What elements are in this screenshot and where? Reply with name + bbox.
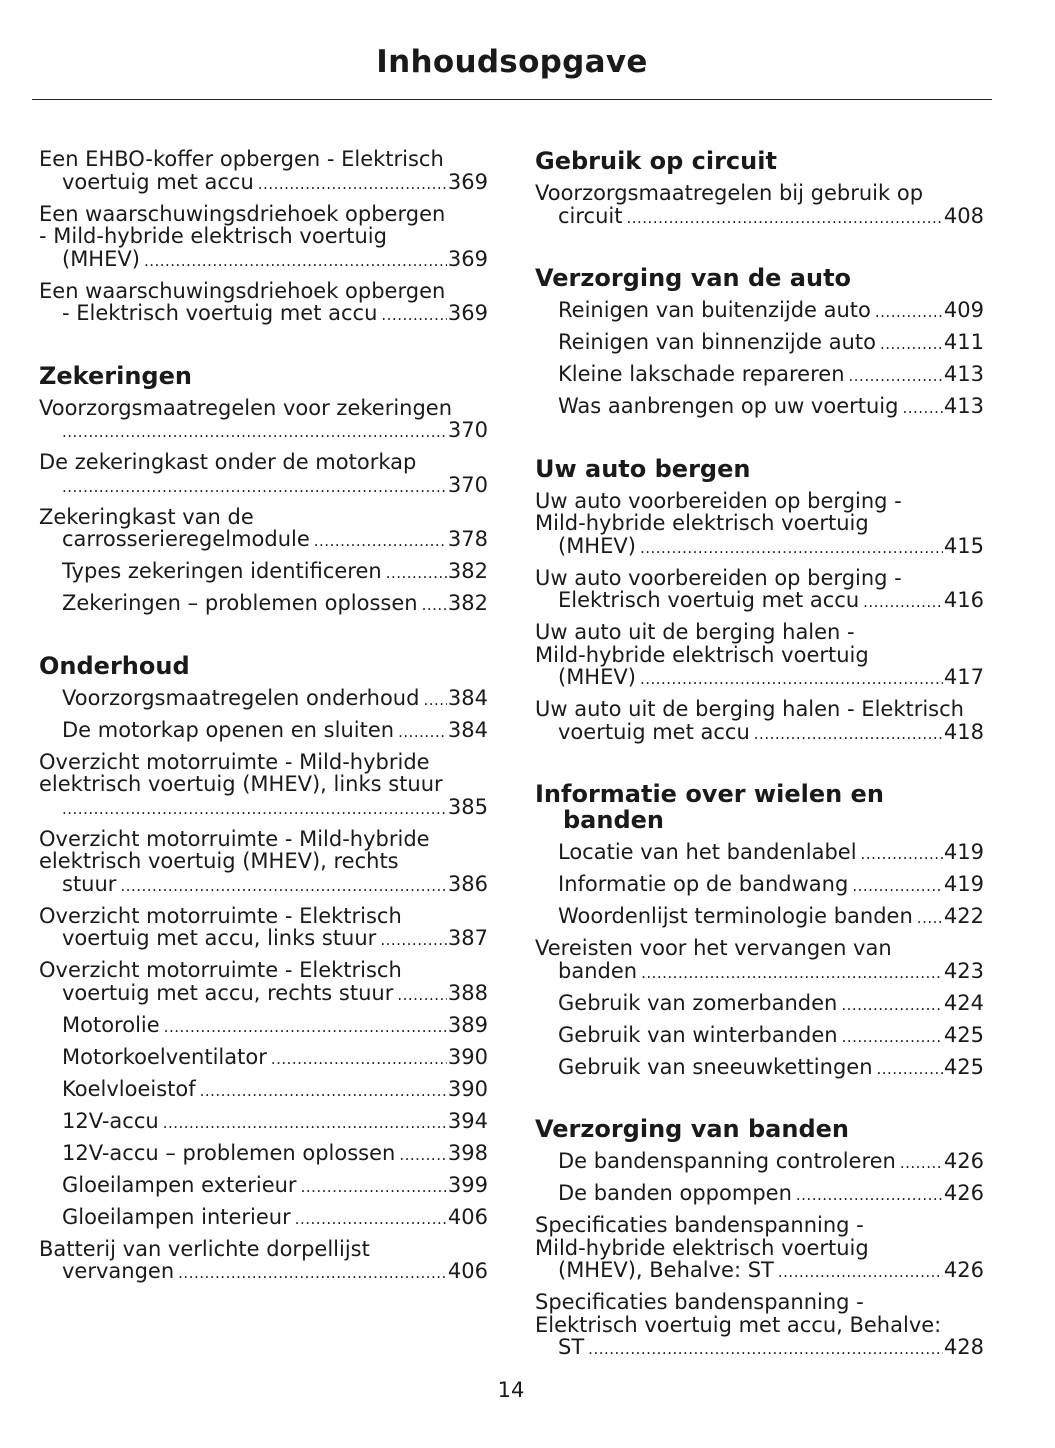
toc-entry[interactable] bbox=[39, 451, 488, 498]
toc-entry-text: Uw auto uit de berging halen - Elektrisch bbox=[535, 697, 964, 721]
dot-leader bbox=[386, 562, 447, 585]
toc-entry-page: 394 bbox=[447, 1108, 488, 1133]
toc-entry-text: De zekeringkast onder de motorkap bbox=[39, 450, 417, 474]
dot-leader bbox=[640, 668, 943, 691]
toc-entry-leader-line bbox=[558, 205, 984, 230]
dot-leader bbox=[381, 304, 447, 327]
toc-entry[interactable] bbox=[39, 1206, 488, 1231]
toc-entry[interactable] bbox=[535, 567, 984, 614]
toc-entry-text: Uw auto voorbereiden op berging - bbox=[535, 488, 902, 513]
toc-entry-text: (MHEV) bbox=[558, 665, 636, 689]
dot-leader bbox=[423, 689, 446, 712]
toc-entry-page: 384 bbox=[447, 685, 488, 710]
toc-entry-leader-line bbox=[62, 592, 488, 617]
toc-entry-page: 428 bbox=[943, 1335, 984, 1359]
page-title: Inhoudsopgave bbox=[376, 44, 648, 80]
toc-entry-leader-line bbox=[62, 560, 488, 585]
toc-entry[interactable] bbox=[535, 490, 984, 560]
toc-entry-text: Voorzorgsmaatregelen voor zekeringen bbox=[39, 395, 453, 420]
toc-entry-text: Locatie van het bandenlabel bbox=[558, 840, 857, 864]
toc-entry-page: 369 bbox=[447, 246, 488, 271]
toc-entry-text: Reinigen van buitenzijde auto bbox=[558, 298, 871, 322]
toc-entry[interactable] bbox=[39, 1174, 488, 1199]
toc-entry-page: 406 bbox=[447, 1204, 488, 1229]
toc-entry-page: 415 bbox=[943, 533, 984, 558]
toc-entry-text: Kleine lakschade repareren bbox=[558, 362, 845, 386]
toc-entry-leader-line bbox=[558, 395, 984, 420]
toc-entry-text: Gloeilampen interieur bbox=[62, 1204, 291, 1229]
dot-leader bbox=[380, 929, 447, 952]
toc-entry-page: 409 bbox=[943, 298, 984, 322]
toc-entry-leader-line bbox=[62, 1078, 488, 1103]
toc-entry-leader-line bbox=[62, 1110, 488, 1135]
toc-entry-text: ST bbox=[558, 1335, 585, 1359]
toc-entry-text: Zekeringen – problemen oplossen bbox=[62, 591, 418, 615]
toc-entry-page: 425 bbox=[943, 1054, 984, 1079]
toc-entry-leader-line bbox=[558, 1336, 984, 1361]
toc-right-column bbox=[535, 148, 984, 1368]
dot-leader bbox=[163, 1112, 447, 1135]
toc-entry[interactable] bbox=[535, 1150, 984, 1175]
toc-entry-text: Gloeilampen exterieur bbox=[62, 1172, 297, 1197]
toc-entry[interactable] bbox=[535, 1214, 984, 1284]
toc-entry-page: 422 bbox=[943, 904, 984, 928]
toc-entry-page: 399 bbox=[447, 1172, 488, 1197]
toc-entry-leader-line bbox=[558, 873, 984, 898]
dot-leader bbox=[397, 984, 447, 1007]
toc-entry-page: 419 bbox=[943, 840, 984, 864]
dot-leader bbox=[120, 875, 446, 898]
toc-entry-text: Uw auto voorbereiden op berging - bbox=[535, 565, 902, 590]
toc-entry[interactable] bbox=[535, 299, 984, 324]
toc-entry[interactable] bbox=[39, 203, 488, 273]
toc-entry[interactable] bbox=[535, 992, 984, 1017]
toc-entry-page: 423 bbox=[943, 958, 984, 983]
toc-list bbox=[535, 299, 984, 420]
toc-entry-text: voertuig met accu bbox=[62, 169, 254, 194]
toc-entry-page: 384 bbox=[447, 717, 488, 742]
toc-entry-text: elektrisch voertuig (MHEV), links stuur bbox=[39, 772, 443, 796]
toc-entry-text: Gebruik van sneeuwkettingen bbox=[558, 1054, 873, 1079]
toc-entry-text: - Mild-hybride elektrisch voertuig bbox=[39, 224, 387, 248]
toc-entry-page: 382 bbox=[447, 559, 488, 583]
toc-entry[interactable] bbox=[39, 1014, 488, 1039]
section-heading-verzorging-banden: Verzorging van banden bbox=[535, 1115, 849, 1143]
toc-entry[interactable] bbox=[39, 1110, 488, 1135]
toc-entry-leader-line bbox=[558, 299, 984, 324]
toc-entry-text: Elektrisch voertuig met accu bbox=[558, 588, 860, 612]
toc-entry[interactable] bbox=[535, 698, 984, 745]
dot-leader bbox=[863, 591, 943, 614]
toc-entry-text: Reinigen van binnenzijde auto bbox=[558, 330, 876, 354]
toc-entry[interactable] bbox=[535, 363, 984, 388]
section-heading-onderhoud: Onderhoud bbox=[39, 651, 190, 680]
dot-leader bbox=[877, 1058, 943, 1081]
toc-entry-text: Woordenlijst terminologie banden bbox=[558, 904, 913, 928]
toc-entry-text: Motorolie bbox=[62, 1012, 160, 1037]
toc-entry[interactable] bbox=[535, 1291, 984, 1361]
section-heading-auto-bergen: Uw auto bergen bbox=[535, 454, 751, 483]
toc-entry-text: Voorzorgsmaatregelen onderhoud bbox=[62, 685, 420, 710]
toc-entry-text: Een waarschuwingsdriehoek opbergen bbox=[39, 278, 446, 303]
toc-entry-page: 426 bbox=[943, 1181, 984, 1205]
dot-leader bbox=[314, 530, 447, 553]
toc-entry-page: 406 bbox=[447, 1259, 488, 1283]
toc-entry-text: voertuig met accu, rechts stuur bbox=[62, 980, 394, 1005]
toc-entry-leader-line bbox=[62, 687, 488, 712]
dot-leader bbox=[852, 875, 943, 898]
toc-entry-leader-line bbox=[558, 363, 984, 388]
dot-leader bbox=[295, 1208, 447, 1231]
toc-entry-leader-line bbox=[62, 419, 488, 444]
toc-entry-text: Overzicht motorruimte - Mild-hybride bbox=[39, 826, 430, 851]
dot-leader bbox=[880, 333, 943, 356]
toc-entry-leader-line bbox=[62, 302, 488, 327]
toc-entry-leader-line bbox=[558, 905, 984, 930]
toc-entry[interactable] bbox=[39, 560, 488, 585]
toc-entry-page: 387 bbox=[447, 926, 488, 950]
toc-entry-text: circuit bbox=[558, 203, 623, 228]
dot-leader bbox=[849, 365, 943, 388]
toc-entry-text: De motorkap openen en sluiten bbox=[62, 717, 395, 742]
toc-entry-page: 411 bbox=[943, 330, 984, 354]
toc-entry-page: 413 bbox=[943, 362, 984, 386]
toc-entry-text: (MHEV), Behalve: ST bbox=[558, 1258, 774, 1282]
dot-leader bbox=[144, 250, 447, 273]
toc-entry-text: Informatie op de bandwang bbox=[558, 872, 849, 896]
toc-entry-text: vervangen bbox=[62, 1259, 175, 1283]
toc-entry-leader-line bbox=[558, 589, 984, 614]
dot-leader bbox=[754, 723, 943, 746]
toc-list bbox=[39, 397, 488, 617]
toc-entry-text: (MHEV) bbox=[62, 246, 140, 271]
toc-entry-page: 413 bbox=[943, 394, 984, 418]
dot-leader bbox=[641, 962, 943, 985]
toc-entry-page: 418 bbox=[943, 719, 984, 744]
toc-left-column bbox=[39, 148, 488, 1292]
toc-entry[interactable] bbox=[39, 1046, 488, 1071]
toc-entry-page: 426 bbox=[943, 1149, 984, 1173]
toc-entry-page: 390 bbox=[447, 1044, 488, 1069]
toc-entry[interactable] bbox=[535, 873, 984, 898]
toc-entry[interactable] bbox=[39, 828, 488, 898]
dot-leader bbox=[200, 1080, 447, 1103]
toc-entry-text: voertuig met accu bbox=[558, 719, 750, 744]
toc-entry[interactable] bbox=[39, 280, 488, 327]
toc-entry[interactable] bbox=[39, 148, 488, 195]
toc-entry-leader-line bbox=[558, 1182, 984, 1207]
toc-entry-page: 382 bbox=[447, 591, 488, 615]
toc-entry-page: 389 bbox=[447, 1012, 488, 1037]
toc-entry-page: 419 bbox=[943, 872, 984, 896]
toc-entry-text: Types zekeringen identificeren bbox=[62, 559, 382, 583]
dot-leader bbox=[900, 1152, 943, 1175]
toc-entry-leader-line bbox=[558, 992, 984, 1017]
toc-entry-text: elektrisch voertuig (MHEV), rechts bbox=[39, 849, 399, 873]
toc-entry[interactable] bbox=[39, 397, 488, 444]
section-heading-verzorging-auto: Verzorging van de auto bbox=[535, 264, 852, 292]
toc-entry-leader-line bbox=[62, 1014, 488, 1039]
toc-entry-page: 370 bbox=[447, 418, 488, 442]
page-number: 14 bbox=[497, 1378, 525, 1402]
dot-leader bbox=[62, 421, 447, 444]
toc-entry-text: Een waarschuwingsdriehoek opbergen bbox=[39, 201, 446, 226]
toc-entry-page: 369 bbox=[447, 169, 488, 194]
toc-list bbox=[535, 841, 984, 1080]
toc-entry-text: Mild-hybride elektrisch voertuig bbox=[535, 642, 869, 667]
toc-entry-leader-line bbox=[62, 1142, 488, 1167]
section-heading-zekeringen: Zekeringen bbox=[39, 361, 192, 390]
dot-leader bbox=[164, 1016, 447, 1039]
toc-entry-text: - Elektrisch voertuig met accu bbox=[62, 301, 378, 325]
toc-entry-text: Gebruik van winterbanden bbox=[558, 1022, 838, 1047]
toc-entry-text: Voorzorgsmaatregelen bij gebruik op bbox=[535, 181, 924, 205]
toc-entry-text: (MHEV) bbox=[558, 533, 636, 558]
toc-entry-leader-line bbox=[62, 1046, 488, 1071]
title-divider bbox=[32, 99, 992, 100]
dot-leader bbox=[301, 1176, 447, 1199]
toc-entry[interactable] bbox=[39, 592, 488, 617]
toc-entry-page: 369 bbox=[447, 301, 488, 325]
dot-leader bbox=[398, 721, 447, 744]
toc-entry-page: 378 bbox=[447, 527, 488, 551]
dot-leader bbox=[588, 1338, 943, 1361]
toc-entry[interactable] bbox=[535, 395, 984, 420]
dot-leader bbox=[861, 843, 943, 866]
dot-leader bbox=[778, 1261, 943, 1284]
toc-entry-leader-line bbox=[62, 1174, 488, 1199]
toc-entry-page: 385 bbox=[447, 794, 488, 819]
toc-entry-leader-line bbox=[558, 331, 984, 356]
toc-entry-page: 416 bbox=[943, 588, 984, 612]
toc-entry-text: Overzicht motorruimte - Mild-hybride bbox=[39, 749, 430, 774]
toc-entry-leader-line bbox=[62, 719, 488, 744]
toc-entry[interactable] bbox=[39, 1078, 488, 1103]
dot-leader bbox=[640, 537, 943, 560]
toc-entry-page: 424 bbox=[943, 990, 984, 1015]
toc-entry-text: Motorkoelventilator bbox=[62, 1044, 267, 1069]
toc-entry[interactable] bbox=[535, 841, 984, 866]
toc-entry-page: 370 bbox=[447, 472, 488, 497]
dot-leader bbox=[841, 994, 943, 1017]
toc-entry-leader-line bbox=[558, 1150, 984, 1175]
toc-entry-text: Zekeringkast van de bbox=[39, 504, 254, 529]
toc-entry-leader-line bbox=[558, 535, 984, 560]
toc-entry-page: 398 bbox=[447, 1140, 488, 1165]
toc-list bbox=[535, 182, 984, 229]
section-heading-circuit: Gebruik op circuit bbox=[535, 147, 777, 175]
toc-list bbox=[535, 1150, 984, 1361]
toc-entry-leader-line bbox=[62, 528, 488, 553]
toc-entry-text: Uw auto uit de berging halen - bbox=[535, 620, 855, 644]
toc-entry-text: carrosserieregelmodule bbox=[62, 527, 310, 551]
toc-entry-text: Gebruik van zomerbanden bbox=[558, 990, 838, 1015]
toc-entry-text: Een EHBO-koffer opbergen - Elektrisch bbox=[39, 147, 444, 171]
dot-leader bbox=[796, 1184, 943, 1207]
toc-entry[interactable] bbox=[535, 1056, 984, 1081]
dot-leader bbox=[399, 1144, 447, 1167]
toc-entry[interactable] bbox=[535, 331, 984, 356]
toc-entry-leader-line bbox=[62, 248, 488, 273]
toc-entry-text: Specificaties bandenspanning - bbox=[535, 1213, 864, 1237]
toc-entry-leader-line bbox=[558, 841, 984, 866]
toc-entry-page: 426 bbox=[943, 1258, 984, 1282]
toc-entry[interactable] bbox=[535, 621, 984, 691]
toc-entry-text: voertuig met accu, links stuur bbox=[62, 926, 377, 950]
toc-list bbox=[39, 148, 488, 327]
dot-leader bbox=[422, 594, 447, 617]
dot-leader bbox=[62, 476, 447, 499]
toc-entry-text: stuur bbox=[62, 871, 117, 896]
toc-entry[interactable] bbox=[39, 1238, 488, 1285]
toc-entry-leader-line bbox=[62, 873, 488, 898]
toc-entry-leader-line bbox=[558, 1259, 984, 1284]
toc-entry-text: De banden oppompen bbox=[558, 1181, 792, 1205]
dot-leader bbox=[875, 301, 943, 324]
toc-entry[interactable] bbox=[535, 1182, 984, 1207]
toc-entry-leader-line bbox=[62, 1206, 488, 1231]
toc-entry-page: 417 bbox=[943, 665, 984, 689]
toc-entry[interactable] bbox=[535, 1024, 984, 1049]
toc-entry[interactable] bbox=[535, 905, 984, 930]
toc-entry[interactable] bbox=[39, 959, 488, 1006]
toc-entry-text: banden bbox=[558, 958, 638, 983]
dot-leader bbox=[917, 907, 943, 930]
toc-entry-page: 390 bbox=[447, 1076, 488, 1101]
toc-entry-leader-line bbox=[558, 1024, 984, 1049]
toc-entry-page: 425 bbox=[943, 1022, 984, 1047]
toc-entry-text: De bandenspanning controleren bbox=[558, 1149, 896, 1173]
toc-entry-page: 388 bbox=[447, 980, 488, 1005]
dot-leader bbox=[258, 173, 447, 196]
toc-entry-leader-line bbox=[558, 721, 984, 746]
toc-entry-leader-line bbox=[62, 927, 488, 952]
dot-leader bbox=[902, 397, 942, 420]
toc-list bbox=[535, 490, 984, 746]
toc-entry-text: Overzicht motorruimte - Elektrisch bbox=[39, 958, 402, 982]
toc-entry-text: Was aanbrengen op uw voertuig bbox=[558, 394, 899, 418]
toc-entry-leader-line bbox=[62, 982, 488, 1007]
dot-leader bbox=[271, 1048, 447, 1071]
dot-leader bbox=[626, 207, 942, 230]
toc-entry-leader-line bbox=[62, 796, 488, 821]
toc-entry-text: Specificaties bandenspanning - bbox=[535, 1290, 864, 1314]
toc-entry[interactable] bbox=[39, 751, 488, 821]
toc-entry-page: 386 bbox=[447, 871, 488, 896]
toc-entry-text: Mild-hybride elektrisch voertuig bbox=[535, 511, 869, 535]
toc-entry-leader-line bbox=[62, 474, 488, 499]
dot-leader bbox=[842, 1026, 943, 1049]
toc-entry-text: Batterij van verlichte dorpellijst bbox=[39, 1236, 370, 1261]
toc-entry-leader-line bbox=[558, 666, 984, 691]
toc-entry-text: Elektrisch voertuig met accu, Behalve: bbox=[535, 1312, 942, 1337]
toc-entry-text: Overzicht motorruimte - Elektrisch bbox=[39, 903, 402, 928]
toc-entry-leader-line bbox=[62, 171, 488, 196]
toc-entry[interactable] bbox=[39, 1142, 488, 1167]
toc-entry[interactable] bbox=[39, 905, 488, 952]
toc-entry-text: 12V-accu – problemen oplossen bbox=[62, 1140, 396, 1165]
toc-entry-text: 12V-accu bbox=[62, 1108, 159, 1133]
toc-entry-leader-line bbox=[558, 960, 984, 985]
toc-entry[interactable] bbox=[535, 182, 984, 229]
toc-entry-leader-line bbox=[62, 1260, 488, 1285]
toc-entry-leader-line bbox=[558, 1056, 984, 1081]
toc-list bbox=[39, 687, 488, 1285]
toc-entry-text: Vereisten voor het vervangen van bbox=[535, 936, 892, 960]
toc-entry-text: Mild-hybride elektrisch voertuig bbox=[535, 1235, 869, 1260]
section-heading-wielen-banden: Informatie over wielen en banden bbox=[535, 780, 884, 834]
toc-entry[interactable] bbox=[39, 719, 488, 744]
toc-entry-page: 408 bbox=[943, 203, 984, 228]
dot-leader bbox=[62, 798, 447, 821]
toc-entry[interactable] bbox=[535, 937, 984, 984]
toc-entry[interactable] bbox=[39, 506, 488, 553]
dot-leader bbox=[178, 1262, 447, 1285]
toc-entry-text: Koelvloeistof bbox=[62, 1076, 196, 1101]
toc-entry[interactable] bbox=[39, 687, 488, 712]
